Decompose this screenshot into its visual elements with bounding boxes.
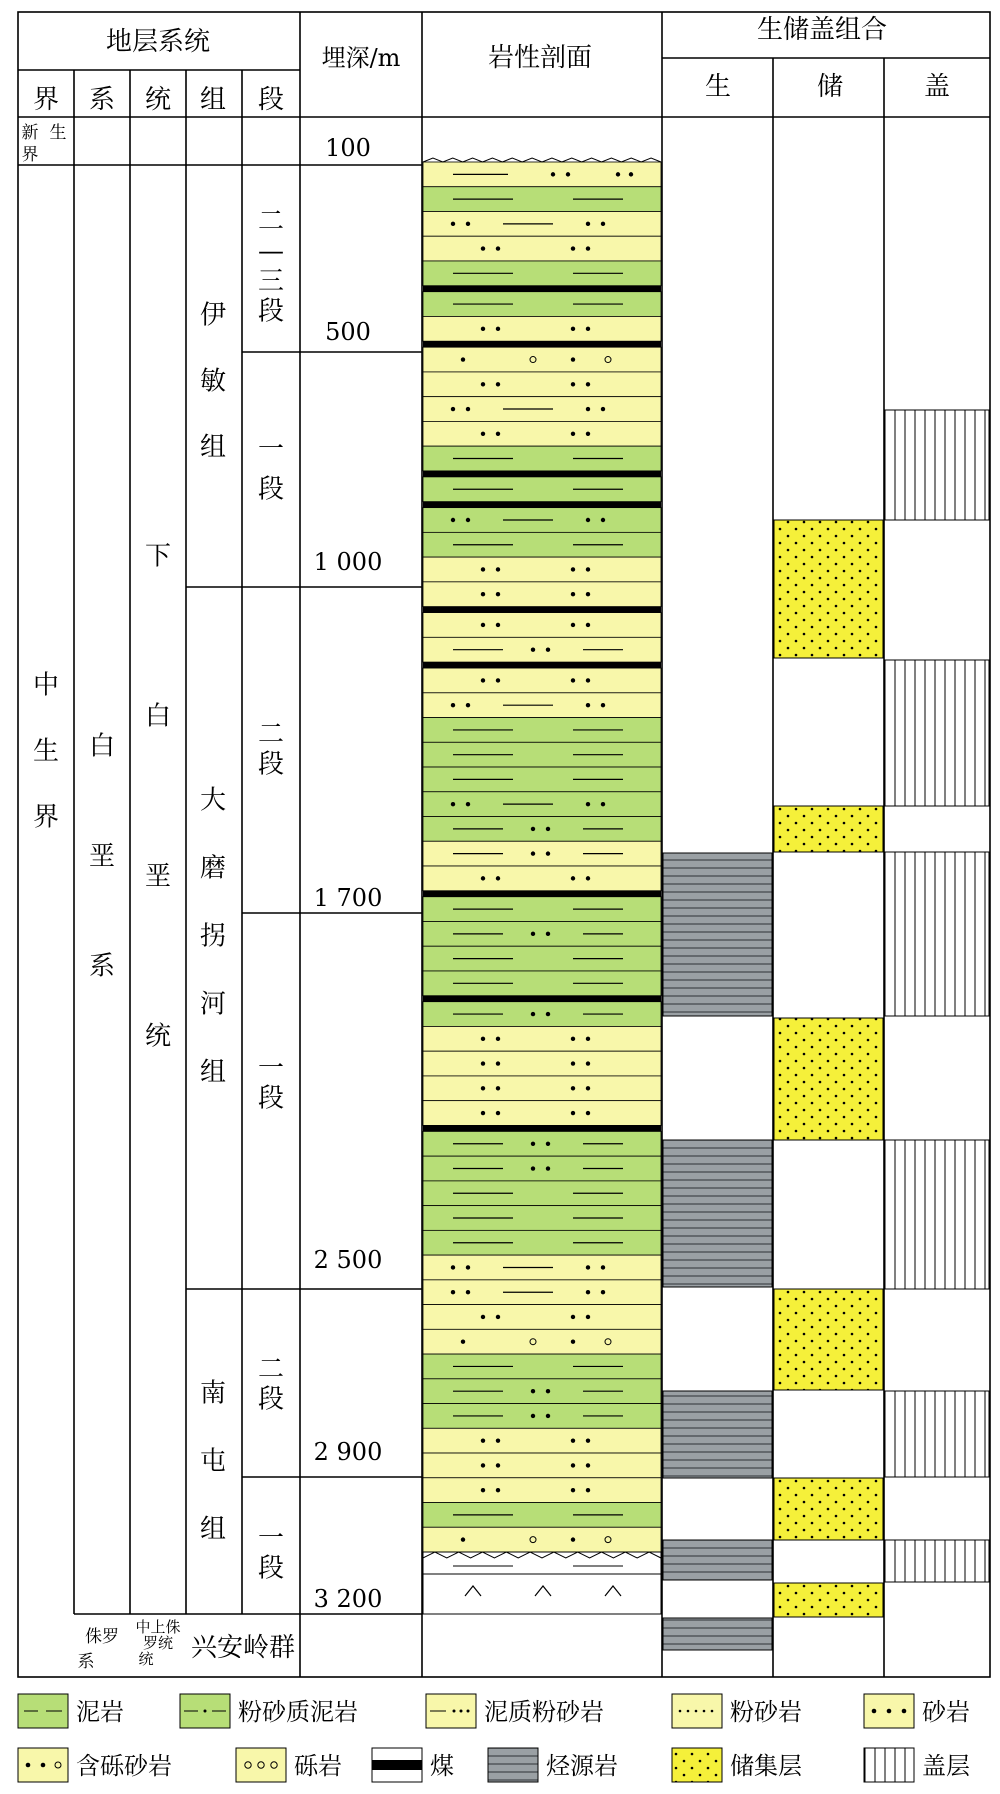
lithology-layer bbox=[423, 187, 661, 212]
lithology-layer bbox=[423, 1101, 661, 1126]
legend-label: 煤 bbox=[430, 1752, 454, 1780]
lithology-layer bbox=[423, 292, 661, 317]
lithology-layer bbox=[423, 897, 661, 922]
lithology-layer bbox=[423, 1002, 661, 1027]
svg-text:生: 生 bbox=[49, 123, 67, 143]
header-assemblage: 生储盖组合 bbox=[756, 15, 888, 45]
lithology-layer bbox=[423, 841, 661, 866]
series-mid-upper-jurassic bbox=[135, 1618, 180, 1668]
svg-text:罗统: 罗统 bbox=[142, 1634, 174, 1652]
lithology-layer bbox=[423, 742, 661, 767]
lithology-layer bbox=[423, 1453, 661, 1478]
sandstone-layer bbox=[423, 347, 661, 372]
legend-item-reservoir bbox=[672, 1748, 802, 1782]
header-depth: 埋深/m bbox=[321, 44, 401, 72]
lithology-layer bbox=[423, 1305, 661, 1330]
lithology-layer bbox=[423, 1026, 661, 1051]
source-rock-block bbox=[663, 1140, 772, 1287]
cap-rock-block bbox=[885, 1391, 989, 1477]
svg-text:伊: 伊 bbox=[199, 300, 227, 331]
sandstone-layer bbox=[423, 866, 661, 891]
cap-rock-block bbox=[885, 1140, 989, 1289]
svg-text:段: 段 bbox=[257, 1384, 285, 1415]
depth-label: 1 000 bbox=[313, 548, 383, 576]
group-xinganling: 兴安岭群 bbox=[190, 1633, 296, 1663]
coal-seam bbox=[423, 891, 661, 897]
legend-label: 储集层 bbox=[730, 1752, 802, 1780]
lithology-layer bbox=[423, 1230, 661, 1255]
svg-text:组: 组 bbox=[199, 1057, 227, 1088]
legend-item-coal bbox=[372, 1748, 454, 1782]
lithology-layer bbox=[423, 613, 661, 638]
depth-label: 100 bbox=[325, 134, 371, 162]
svg-text:一: 一 bbox=[257, 434, 285, 465]
lithology-layer bbox=[423, 866, 661, 891]
coal-seam bbox=[423, 286, 661, 292]
svg-text:白: 白 bbox=[88, 731, 116, 762]
stratigraphic-unit-labels bbox=[22, 123, 296, 1672]
sandstone-layer bbox=[423, 421, 661, 446]
legend-item-silty-mudstone bbox=[180, 1694, 358, 1728]
coal-seam bbox=[423, 471, 661, 477]
lithology-layer bbox=[423, 637, 661, 662]
svg-text:南: 南 bbox=[199, 1378, 227, 1409]
svg-text:一: 一 bbox=[257, 1523, 285, 1554]
svg-text:中: 中 bbox=[32, 670, 60, 701]
svg-text:—: — bbox=[258, 236, 284, 267]
lithology-layer bbox=[423, 421, 661, 446]
lithology-layer bbox=[423, 1255, 661, 1280]
source-rock-block bbox=[663, 1391, 772, 1478]
legend-item-siltstone bbox=[672, 1694, 802, 1728]
legend-item-source-rock bbox=[488, 1748, 618, 1782]
series-lower-cretaceous bbox=[145, 541, 171, 1051]
svg-text:拐: 拐 bbox=[199, 921, 227, 952]
member-damo-2 bbox=[258, 719, 284, 779]
depth-label: 1 700 bbox=[313, 884, 383, 912]
depth-labels bbox=[314, 134, 383, 1613]
source-rock-block bbox=[663, 853, 772, 1016]
svg-text:垩: 垩 bbox=[144, 861, 172, 892]
sandstone-layer bbox=[423, 668, 661, 693]
lithology-layer bbox=[423, 446, 661, 471]
legend-label: 含砾砂岩 bbox=[76, 1752, 172, 1780]
lithology-layer bbox=[423, 1156, 661, 1181]
basement-layer bbox=[423, 1552, 661, 1614]
lithology-layer bbox=[423, 1280, 661, 1305]
lithology-layer bbox=[423, 532, 661, 557]
svg-text:一: 一 bbox=[257, 1053, 285, 1084]
lithology-layer bbox=[423, 1503, 661, 1528]
sandstone-layer bbox=[423, 1305, 661, 1330]
svg-text:统: 统 bbox=[144, 1021, 172, 1052]
svg-text:界: 界 bbox=[21, 145, 39, 165]
lithology-column bbox=[423, 158, 661, 1614]
sandstone-layer bbox=[423, 1101, 661, 1126]
svg-text:统: 统 bbox=[138, 1650, 154, 1668]
erathem-cenozoic bbox=[22, 123, 67, 165]
sandstone-layer bbox=[423, 557, 661, 582]
legend-label: 粉砂岩 bbox=[730, 1698, 802, 1726]
svg-text:段: 段 bbox=[257, 1083, 285, 1114]
reservoir-block bbox=[774, 1018, 883, 1140]
lithology-layer bbox=[423, 1076, 661, 1101]
legend-label: 粉砂质泥岩 bbox=[238, 1698, 358, 1726]
depth-label: 500 bbox=[325, 318, 371, 346]
legend-item-pebbly-sandstone bbox=[18, 1748, 172, 1782]
reservoir-block bbox=[774, 520, 883, 658]
svg-text:界: 界 bbox=[32, 802, 60, 833]
lithology-layer bbox=[423, 1206, 661, 1231]
header-cap: 盖 bbox=[923, 72, 951, 102]
legend bbox=[18, 1694, 970, 1782]
lithology-layer bbox=[423, 286, 661, 292]
sandstone-layer bbox=[423, 582, 661, 607]
lithology-layer bbox=[423, 1131, 661, 1156]
svg-text:河: 河 bbox=[199, 989, 227, 1020]
svg-text:白: 白 bbox=[144, 701, 172, 732]
legend-item-conglomerate bbox=[236, 1748, 342, 1782]
formation-yimin bbox=[200, 300, 226, 462]
header-series: 统 bbox=[144, 85, 172, 115]
cap-rock-block bbox=[885, 410, 989, 520]
lithology-layer bbox=[423, 1404, 661, 1429]
sandstone-layer bbox=[423, 613, 661, 638]
cap-rock-block bbox=[885, 1540, 989, 1582]
svg-text:侏罗: 侏罗 bbox=[85, 1627, 119, 1647]
header-reservoir: 储 bbox=[816, 72, 844, 102]
legend-label: 烃源岩 bbox=[546, 1752, 618, 1780]
lithology-layer bbox=[423, 971, 661, 996]
lithology-layer bbox=[423, 477, 661, 502]
legend-label: 泥岩 bbox=[76, 1698, 124, 1726]
lithology-layer bbox=[423, 1527, 661, 1552]
member-nantun-2 bbox=[258, 1354, 284, 1414]
coal-seam bbox=[423, 607, 661, 613]
header-lithology: 岩性剖面 bbox=[487, 43, 593, 73]
svg-text:段: 段 bbox=[257, 474, 285, 505]
table-header bbox=[33, 15, 950, 115]
sandstone-layer bbox=[423, 1527, 661, 1552]
sandstone-layer bbox=[423, 1329, 661, 1354]
svg-text:中上侏: 中上侏 bbox=[135, 1618, 181, 1636]
lithology-layer bbox=[423, 211, 661, 236]
coal-seam bbox=[423, 502, 661, 508]
svg-text:三: 三 bbox=[257, 266, 285, 297]
legend-label: 盖层 bbox=[922, 1752, 970, 1780]
lithology-layer bbox=[423, 397, 661, 422]
lithology-layer bbox=[423, 158, 661, 187]
lithology-layer bbox=[423, 347, 661, 372]
svg-text:段: 段 bbox=[257, 1553, 285, 1584]
legend-label: 砾岩 bbox=[294, 1752, 342, 1780]
sandstone-layer bbox=[423, 316, 661, 341]
svg-text:下: 下 bbox=[144, 541, 172, 572]
lithology-layer bbox=[423, 921, 661, 946]
lithology-layer bbox=[423, 891, 661, 897]
lithology-layer bbox=[423, 341, 661, 347]
legend-item-sandstone bbox=[864, 1694, 970, 1728]
reservoir-block bbox=[774, 806, 883, 852]
source-rock-block bbox=[663, 1540, 772, 1580]
lithology-layer bbox=[423, 236, 661, 261]
coal-seam bbox=[423, 662, 661, 668]
source-rock-block bbox=[663, 1618, 772, 1650]
member-damo-1 bbox=[258, 1053, 284, 1113]
legend-item-mudstone bbox=[18, 1694, 124, 1728]
svg-text:新: 新 bbox=[21, 123, 39, 143]
svg-text:组: 组 bbox=[199, 1514, 227, 1545]
lithology-layer bbox=[423, 668, 661, 693]
header-formation: 组 bbox=[199, 85, 227, 115]
member-nantun-1 bbox=[258, 1523, 284, 1583]
assemblage-blocks bbox=[663, 410, 989, 1650]
lithology-layer bbox=[423, 1379, 661, 1404]
lithology-layer bbox=[423, 316, 661, 341]
lithology-layer bbox=[423, 792, 661, 817]
lithology-layer bbox=[423, 582, 661, 607]
svg-text:系: 系 bbox=[88, 951, 116, 982]
svg-text:系: 系 bbox=[77, 1652, 95, 1672]
lithology-layer bbox=[423, 471, 661, 477]
lithology-layer bbox=[423, 557, 661, 582]
coal-seam bbox=[423, 996, 661, 1002]
legend-item-cap-rock bbox=[864, 1748, 970, 1782]
depth-label: 3 200 bbox=[313, 1585, 383, 1613]
lithology-layer bbox=[423, 1329, 661, 1354]
member-yimin-2-3 bbox=[258, 206, 284, 326]
formation-nantun bbox=[200, 1378, 226, 1544]
svg-text:二: 二 bbox=[257, 1354, 285, 1385]
lithology-layer bbox=[423, 502, 661, 508]
legend-item-muddy-siltstone bbox=[426, 1694, 604, 1728]
svg-text:段: 段 bbox=[257, 296, 285, 327]
lithology-layer bbox=[423, 693, 661, 718]
lithology-layer bbox=[423, 1354, 661, 1379]
erathem-mesozoic bbox=[33, 670, 59, 832]
lithology-layer bbox=[423, 261, 661, 286]
lithology-layer bbox=[423, 1428, 661, 1453]
reservoir-block bbox=[774, 1289, 883, 1390]
depth-label: 2 900 bbox=[313, 1438, 383, 1466]
formation-damoguaihe bbox=[200, 785, 226, 1087]
header-stratigraphy: 地层系统 bbox=[105, 27, 211, 57]
lithology-layer bbox=[423, 607, 661, 613]
sandstone-layer bbox=[423, 1478, 661, 1503]
depth-label: 2 500 bbox=[313, 1246, 383, 1274]
lithology-layer bbox=[423, 767, 661, 792]
svg-text:大: 大 bbox=[199, 785, 227, 816]
lithology-layer bbox=[423, 1051, 661, 1076]
svg-text:垩: 垩 bbox=[88, 841, 116, 872]
cap-rock-block bbox=[885, 852, 989, 1016]
svg-text:二: 二 bbox=[257, 206, 285, 237]
sandstone-layer bbox=[423, 236, 661, 261]
lithology-layer bbox=[423, 1181, 661, 1206]
lithology-layer bbox=[423, 372, 661, 397]
system-cretaceous bbox=[89, 731, 115, 981]
header-system: 系 bbox=[88, 85, 116, 115]
lithology-layer bbox=[423, 1552, 661, 1614]
reservoir-block bbox=[774, 1583, 883, 1617]
svg-text:二: 二 bbox=[257, 719, 285, 750]
svg-text:敏: 敏 bbox=[199, 366, 227, 397]
lithology-layer bbox=[423, 996, 661, 1002]
legend-label: 泥质粉砂岩 bbox=[484, 1698, 604, 1726]
member-yimin-1 bbox=[258, 434, 284, 504]
cap-rock-block bbox=[885, 660, 989, 806]
svg-text:磨: 磨 bbox=[199, 853, 227, 884]
sandstone-layer bbox=[423, 1051, 661, 1076]
header-member: 段 bbox=[257, 85, 285, 115]
svg-text:生: 生 bbox=[32, 736, 60, 767]
svg-text:屯: 屯 bbox=[199, 1446, 227, 1477]
lithology-layer bbox=[423, 718, 661, 743]
sandstone-layer bbox=[423, 1026, 661, 1051]
lithology-layer bbox=[423, 662, 661, 668]
legend-label: 砂岩 bbox=[922, 1698, 970, 1726]
lithology-layer bbox=[423, 817, 661, 842]
reservoir-block bbox=[774, 1478, 883, 1540]
lithology-layer bbox=[423, 508, 661, 533]
header-source: 生 bbox=[704, 72, 732, 102]
sandstone-layer bbox=[423, 1076, 661, 1101]
coal-seam bbox=[423, 1125, 661, 1131]
system-jurassic bbox=[78, 1627, 120, 1672]
svg-text:段: 段 bbox=[257, 749, 285, 780]
lithology-layer bbox=[423, 1478, 661, 1503]
header-erathem: 界 bbox=[32, 85, 60, 115]
lithology-layer bbox=[423, 946, 661, 971]
sandstone-layer bbox=[423, 1428, 661, 1453]
lithology-layer bbox=[423, 1125, 661, 1131]
coal-seam bbox=[423, 341, 661, 347]
sandstone-layer bbox=[423, 1453, 661, 1478]
svg-text:组: 组 bbox=[199, 432, 227, 463]
sandstone-layer bbox=[423, 372, 661, 397]
